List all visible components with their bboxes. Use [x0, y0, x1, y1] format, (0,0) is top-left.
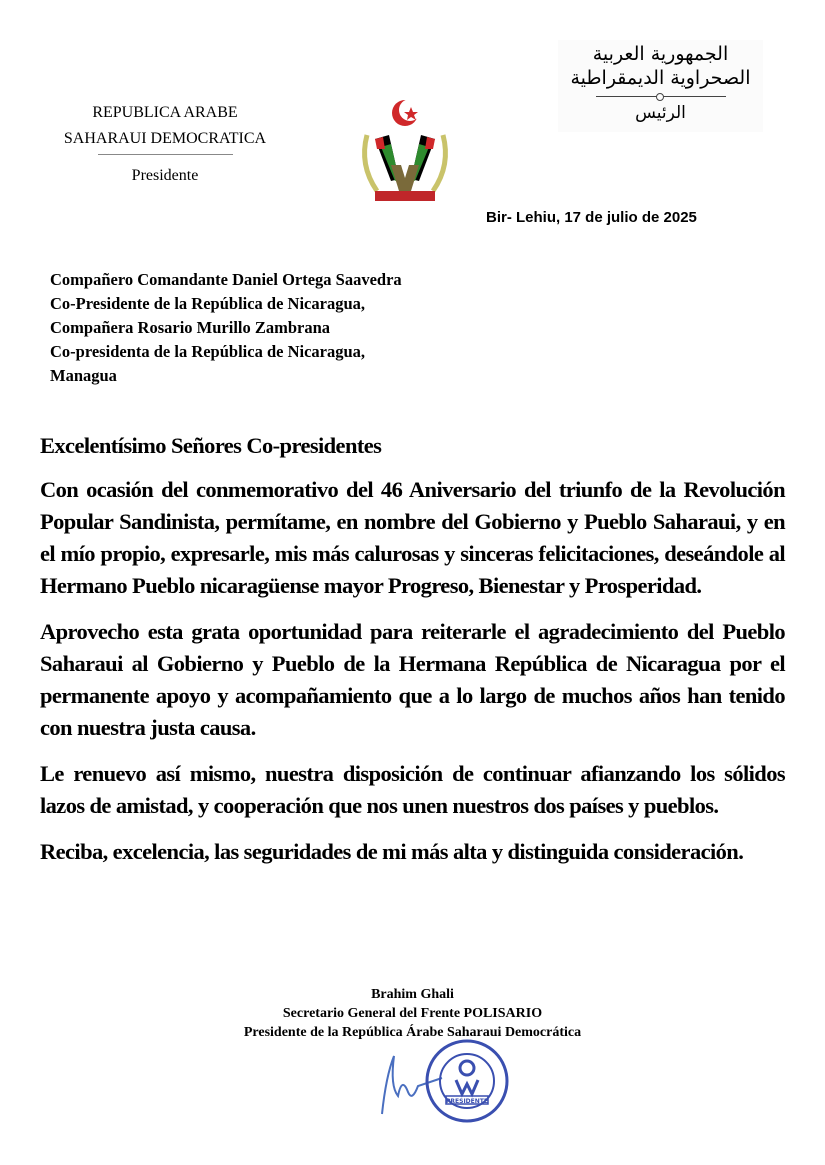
body-paragraph: Aprovecho esta grata oportunidad para reiterarle el agradecimiento del Pueblo Saharaui al Gobierno y Pueblo de la Hermana República de Nicaragua por el permanente apoyo y acompañamiento que a lo largo de muchos años han tenido con nuestra justa causa.	[40, 619, 785, 740]
body-paragraph: Con ocasión del conmemorativo del 46 Aniversario del triunfo de la Revolución Popular Sandinista, permítame, en nombre del Gobierno y Pueblo Saharaui, y en el mío propio, expresarle, mis más calurosas y sinceras felicitaciones, deseándole al Hermano Pueblo nicaragüense mayor Progreso, Bienestar y Prosperidad.	[40, 477, 785, 598]
signatory-title: Secretario General del Frente POLISARIO	[282, 1006, 543, 1021]
arabic-line1: الجمهورية العربية	[592, 43, 729, 65]
arabic-title: الرئيس	[635, 103, 686, 123]
letterhead-left	[40, 100, 290, 189]
arabic-line2: الصحراوية الديمقراطية	[570, 67, 751, 89]
recipient-line: Co-presidenta de la República de Nicaragua,	[50, 342, 366, 361]
coat-of-arms-icon	[355, 95, 455, 207]
letterhead-line1: REPUBLICA ARABE	[92, 104, 238, 121]
signatory-title: Presidente de la República Árabe Saharaui Democrática	[243, 1025, 582, 1040]
body-paragraph: Reciba, excelencia, las seguridades de mi más alta y distinguida consideración.	[40, 839, 744, 864]
recipient-line: Compañero Comandante Daniel Ortega Saavedra	[50, 270, 402, 289]
signature-block	[200, 985, 625, 1042]
body-paragraph: Le renuevo así mismo, nuestra disposición de continuar afianzando los sólidos lazos de amistad, y cooperación que nos unen nuestros dos países y pueblos.	[40, 761, 785, 818]
letterhead-line2: SAHARAUI DEMOCRATICA	[63, 130, 267, 147]
letter-body	[40, 430, 785, 882]
recipient-line: Managua	[50, 366, 117, 385]
seal-label: PRESIDENTE	[446, 1098, 488, 1105]
date-line: Bir- Lehiu, 17 de julio de 2025	[486, 209, 697, 226]
arabic-divider	[596, 96, 726, 97]
recipient-line: Co-Presidente de la República de Nicaragua,	[50, 294, 366, 313]
official-seal-icon	[372, 1036, 532, 1126]
recipient-line: Compañera Rosario Murillo Zambrana	[50, 318, 331, 337]
letterhead-right-arabic	[558, 40, 763, 132]
salutation: Excelentísimo Señores Co-presidentes	[40, 433, 382, 458]
letterhead-divider	[98, 154, 233, 155]
signatory-name: Brahim Ghali	[371, 987, 454, 1002]
letterhead-title: Presidente	[131, 167, 199, 184]
recipient-block	[50, 268, 402, 388]
